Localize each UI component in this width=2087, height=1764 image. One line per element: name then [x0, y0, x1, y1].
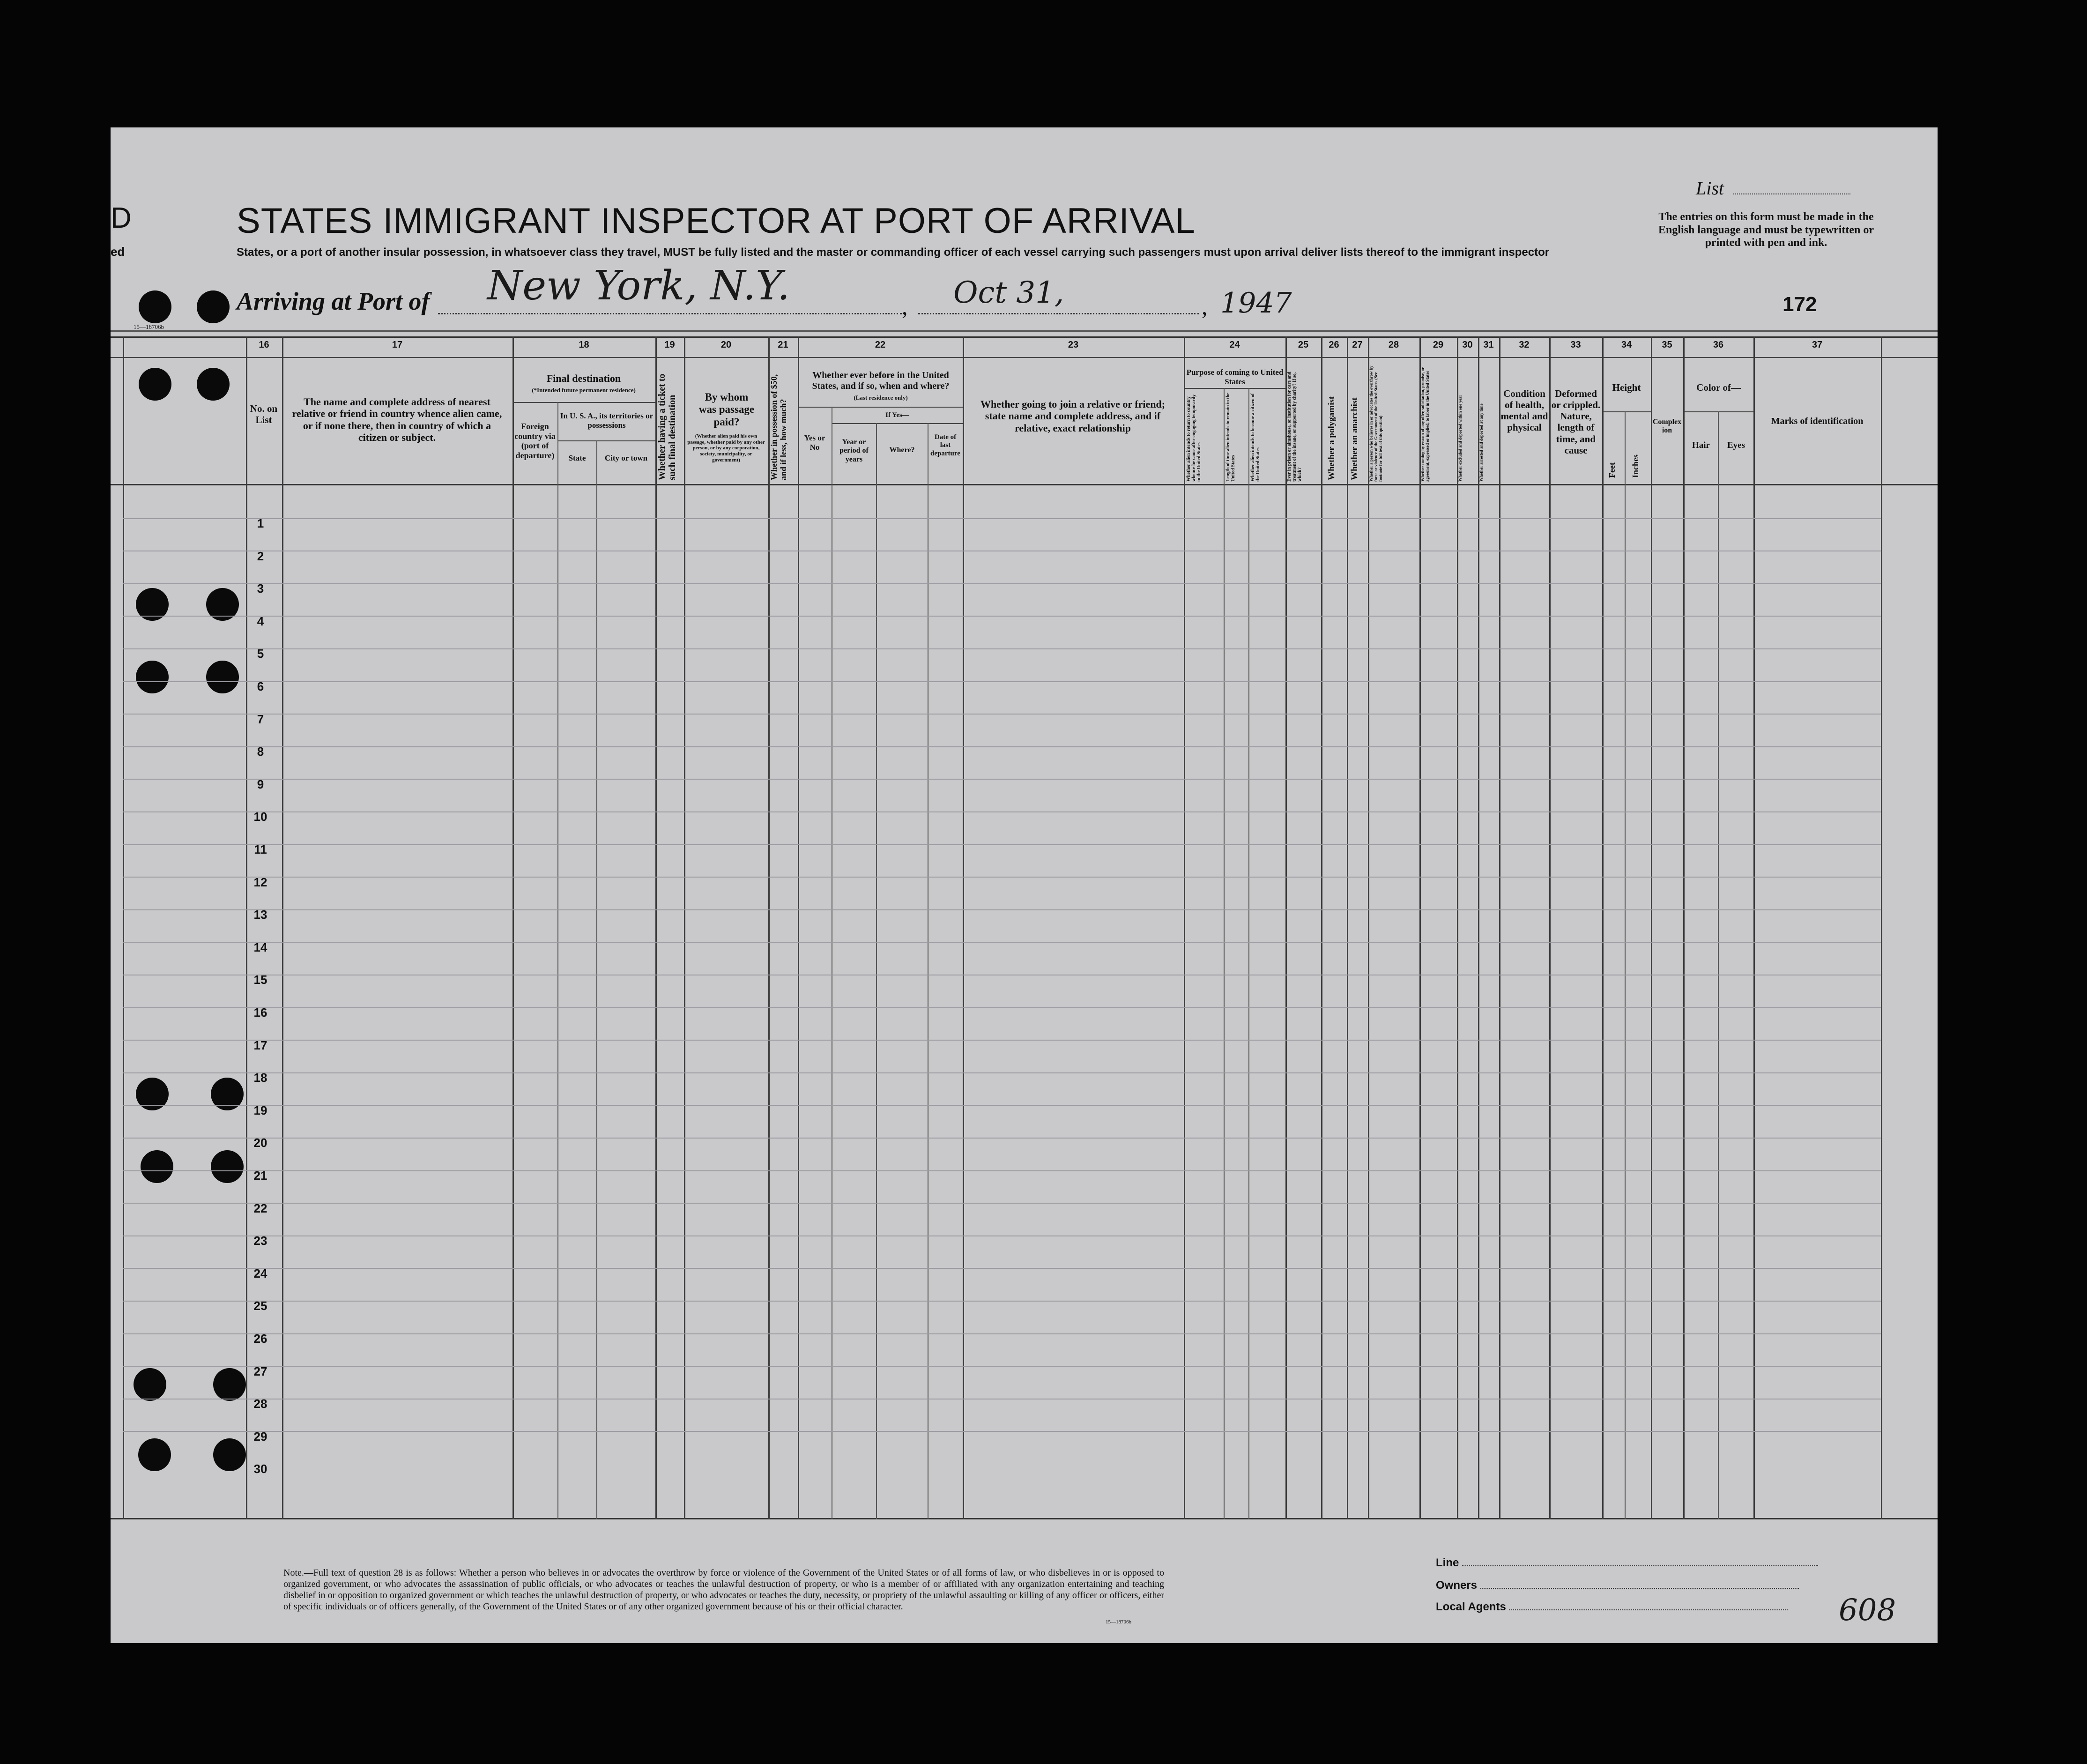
- colnum-24: 24: [1229, 340, 1240, 350]
- row-rule: [123, 1138, 1881, 1139]
- header-health: Condition of health, mental and physical: [1500, 388, 1548, 433]
- footer-note: Note.—Full text of question 28 is as follows: Whether a person who believes in or advocates the overthrow by force or violence of the Government of the United States or of all forms of law, or who disbelieves in or is opposed to organized government, or who advocates the assassination of public officials, or who advocates or teaches the unlawful destruction of property, or who is a member of or affiliated with any organization entertaining and teaching disbelief in or opposition to organized government or which teaches the unlawful destruction of property, or who advocates or teaches the duty, necessity, or propriety of the unlawful assaulting or killing of any officer or officers, either of specific individuals or of officers generally, of the Government of the United States or of any other organized government because of his or their official character.: [283, 1568, 1164, 1612]
- header-nearest-relative: The name and complete address of nearest relative or friend in country whence alien came, or if none there, then in country of which a citizen or subject.: [292, 396, 502, 443]
- colnum-17: 17: [392, 340, 403, 350]
- form-title: STATES IMMIGRANT INSPECTOR AT PORT OF ARRIVAL: [237, 201, 1196, 241]
- header-overthrow: Whether a person who believes in or advocates the overthrow by force or violence of the Government of the United States (See footnote for full text of this question): [1369, 365, 1383, 482]
- colnum-36: 36: [1713, 340, 1724, 350]
- colnum-29: 29: [1433, 340, 1444, 350]
- table-top-rule: [111, 330, 1938, 332]
- header-fifty-dollars: Whether in possession of $50, and if less, how much?: [769, 374, 788, 480]
- header-final-destination: Final destination: [546, 372, 621, 384]
- row-rule: [123, 1007, 1881, 1008]
- header-complexion: Complexion: [1652, 418, 1682, 435]
- header-height: Height: [1612, 382, 1641, 393]
- form-code: 15—18706b: [134, 323, 164, 330]
- row-rule: [123, 1105, 1881, 1106]
- header-deformed: Deformed or crippled. Nature, length of time, and cause: [1551, 388, 1601, 456]
- header-arrested-deported: Whether arrested and deported at any time: [1479, 403, 1484, 482]
- row-rule: [123, 1333, 1881, 1334]
- row-number: 7: [257, 712, 264, 726]
- row-number: 6: [257, 679, 264, 693]
- colnum-21: 21: [778, 340, 788, 350]
- header-last-residence: (Last residence only): [854, 394, 908, 401]
- colnum-16: 16: [259, 340, 269, 350]
- arriving-label: Arriving at Port of: [237, 287, 430, 315]
- row-number: 28: [253, 1397, 267, 1411]
- header-eyes: Eyes: [1727, 440, 1745, 450]
- row-rule: [123, 1040, 1881, 1041]
- date-line: [918, 313, 1199, 314]
- header-passage-paid: By whom was passage paid?: [698, 391, 755, 428]
- table-top-rule-2: [111, 336, 1938, 338]
- manifest-sheet: [111, 127, 1938, 1643]
- row-rule: [123, 1366, 1881, 1367]
- header-excluded-deported: Whether excluded and deported within one year: [1458, 394, 1463, 482]
- table-bottom-rule: [111, 1518, 1938, 1519]
- footer-note-code: 15—18706b: [1106, 1619, 1131, 1625]
- row-rule: [123, 681, 1881, 682]
- row-rule: [123, 583, 1881, 584]
- footer-line-label: Line: [1436, 1556, 1459, 1569]
- header-hair: Hair: [1692, 440, 1710, 450]
- colnum-rule: [111, 357, 1938, 358]
- row-number: 25: [253, 1299, 267, 1313]
- row-number: 29: [253, 1429, 267, 1444]
- row-rule: [123, 714, 1881, 715]
- header-yes-no: Yes or No: [804, 433, 825, 452]
- colnum-26: 26: [1329, 340, 1339, 350]
- row-rule: [123, 877, 1881, 878]
- row-number: 17: [253, 1038, 267, 1052]
- header-prison-almshouse: Ever in prison or almshouse, or institution for care and treatment of the insane, or supported by charity? If so, which?: [1287, 372, 1302, 482]
- header-marks-identification: Marks of identification: [1771, 416, 1864, 426]
- c22-rule-1: [798, 407, 963, 408]
- colnum-22: 22: [875, 340, 886, 350]
- comma-2: ,: [1202, 293, 1208, 320]
- row-rule: [123, 844, 1881, 845]
- date-handwritten: Oct 31,: [953, 275, 1064, 310]
- row-number: 24: [253, 1266, 267, 1280]
- header-state: State: [568, 454, 586, 462]
- row-rule: [123, 942, 1881, 943]
- instructions: The entries on this form must be made in the English language and must be typewritten or printed with pen and ink.: [1658, 211, 1874, 249]
- footer-line: [1436, 1556, 1818, 1570]
- colnum-27: 27: [1352, 340, 1363, 350]
- row-number: 26: [253, 1332, 267, 1346]
- row-rule: [123, 518, 1881, 519]
- port-handwritten: New York, N.Y.: [487, 262, 790, 309]
- row-rule: [123, 1268, 1881, 1269]
- colnum-19: 19: [664, 340, 675, 350]
- c18-rule-1: [512, 402, 655, 403]
- colnum-31: 31: [1483, 340, 1494, 350]
- footer-owners-label: Owners: [1436, 1579, 1478, 1592]
- header-labor-offer: Whether coming by reason of any offer, solicitation, promise, or agreement, expressed or implied, to labor in the United States: [1420, 367, 1430, 482]
- left-edge-fragment: ed: [111, 245, 125, 259]
- row-number: 16: [253, 1005, 267, 1020]
- comma-1: ,: [902, 293, 908, 320]
- port-line: [438, 313, 902, 314]
- row-rule: [123, 1072, 1881, 1073]
- header-in-usa: In U. S. A., its territories or possessions: [560, 411, 654, 430]
- header-last-departure: Date of last departure: [930, 433, 960, 457]
- list-label-text: List: [1696, 178, 1724, 199]
- header-inches: Inches: [1631, 454, 1640, 478]
- c34-rule: [1602, 411, 1651, 412]
- colnum-18: 18: [579, 340, 589, 350]
- footer-agents-label: Local Agents: [1436, 1600, 1506, 1613]
- form-subtitle: States, or a port of another insular possession, in whatsoever class they travel, MUST be fully listed and the master or commanding officer of each vessel carrying such passengers must upon arrival deliver lists thereof to the immigrant inspector: [237, 246, 1550, 259]
- row-number: 15: [253, 973, 267, 987]
- footer-owners: [1436, 1579, 1799, 1592]
- row-rule: [123, 746, 1881, 747]
- header-ticket: Whether having a ticket to such final destination: [657, 373, 677, 480]
- row-number: 8: [257, 744, 264, 759]
- colnum-34: 34: [1621, 340, 1632, 350]
- row-number: 19: [253, 1103, 267, 1117]
- row-number: 10: [253, 810, 267, 824]
- row-number: 12: [253, 875, 267, 889]
- colnum-33: 33: [1570, 340, 1581, 350]
- header-color-of: Color of—: [1696, 382, 1741, 393]
- row-number: 13: [253, 908, 267, 922]
- row-number: 21: [253, 1169, 267, 1183]
- header-year-period: Year or period of years: [839, 438, 869, 463]
- row-rule: [123, 1301, 1881, 1302]
- colnum-25: 25: [1298, 340, 1309, 350]
- header-purpose: Purpose of coming to United States: [1186, 368, 1284, 386]
- year-handwritten: 1947: [1220, 287, 1292, 320]
- colnum-37: 37: [1812, 340, 1823, 350]
- row-number: 9: [257, 777, 264, 791]
- row-rule: [123, 1431, 1881, 1432]
- header-intends-return: Whether alien intends to return to country whence he came after engaging temporarily in the United States: [1186, 394, 1202, 482]
- left-edge-letter: D: [111, 202, 132, 234]
- row-number: 4: [257, 614, 264, 628]
- page-number: 172: [1782, 293, 1817, 316]
- colnum-23: 23: [1068, 340, 1079, 350]
- header-foreign-country: Foreign country via (port of departure): [514, 422, 556, 461]
- colnum-20: 20: [720, 340, 732, 350]
- row-number: 3: [257, 581, 264, 596]
- row-number: 11: [254, 842, 267, 856]
- header-feet: Feet: [1607, 462, 1617, 478]
- row-number: 2: [257, 549, 264, 563]
- header-intends-citizen: Whether alien intends to become a citizen of the United States: [1250, 393, 1261, 482]
- row-number: 18: [253, 1071, 267, 1085]
- colnum-30: 30: [1462, 340, 1473, 350]
- row-number: 14: [253, 940, 267, 954]
- header-where: Where?: [889, 446, 915, 454]
- colnum-28: 28: [1388, 340, 1399, 350]
- row-number: 23: [253, 1234, 267, 1248]
- row-rule: [123, 811, 1881, 812]
- c24-rule: [1184, 388, 1285, 389]
- header-anarchist: Whether an anarchist: [1350, 397, 1359, 480]
- header-city-town: City or town: [604, 454, 648, 462]
- c18-rule-2: [557, 440, 655, 441]
- header-polygamist: Whether a polygamist: [1327, 396, 1337, 480]
- row-rule: [123, 909, 1881, 910]
- row-number: 1: [257, 516, 264, 530]
- header-passage-note: (Whether alien paid his own passage, whether paid by any other person, or by any corporation, society, municipality, or government): [687, 433, 765, 463]
- header-length-of-stay: Length of time alien intends to remain in the United States: [1225, 393, 1236, 482]
- colnum-35: 35: [1662, 340, 1672, 350]
- colnum-32: 32: [1519, 340, 1530, 350]
- row-number: 5: [257, 647, 264, 661]
- footer-local-agents: [1436, 1600, 1788, 1614]
- row-rule: [123, 648, 1881, 649]
- row-number: 27: [253, 1364, 267, 1378]
- header-bottom-rule: [111, 484, 1938, 485]
- header-final-destination-sub: (*Intended future permanent residence): [532, 387, 636, 394]
- list-label: [1696, 177, 1850, 199]
- header-join-relative: Whether going to join a relative or friend; state name and complete address, and if relative, exact relationship: [980, 398, 1166, 434]
- header-ever-before-us: Whether ever before in the United States, and if so, when and where?: [812, 370, 950, 391]
- row-rule: [123, 616, 1881, 617]
- header-no-on-list: No. on List: [250, 403, 278, 426]
- header-if-yes: If Yes—: [885, 411, 909, 419]
- row-rule: [123, 779, 1881, 780]
- row-number: 22: [253, 1201, 267, 1215]
- c22-rule-2: [832, 423, 963, 424]
- row-rule: [123, 1170, 1881, 1171]
- row-number: 30: [253, 1462, 267, 1476]
- handwritten-page-number: 608: [1839, 1593, 1896, 1628]
- row-rule: [123, 1203, 1881, 1204]
- row-number: 20: [253, 1136, 267, 1150]
